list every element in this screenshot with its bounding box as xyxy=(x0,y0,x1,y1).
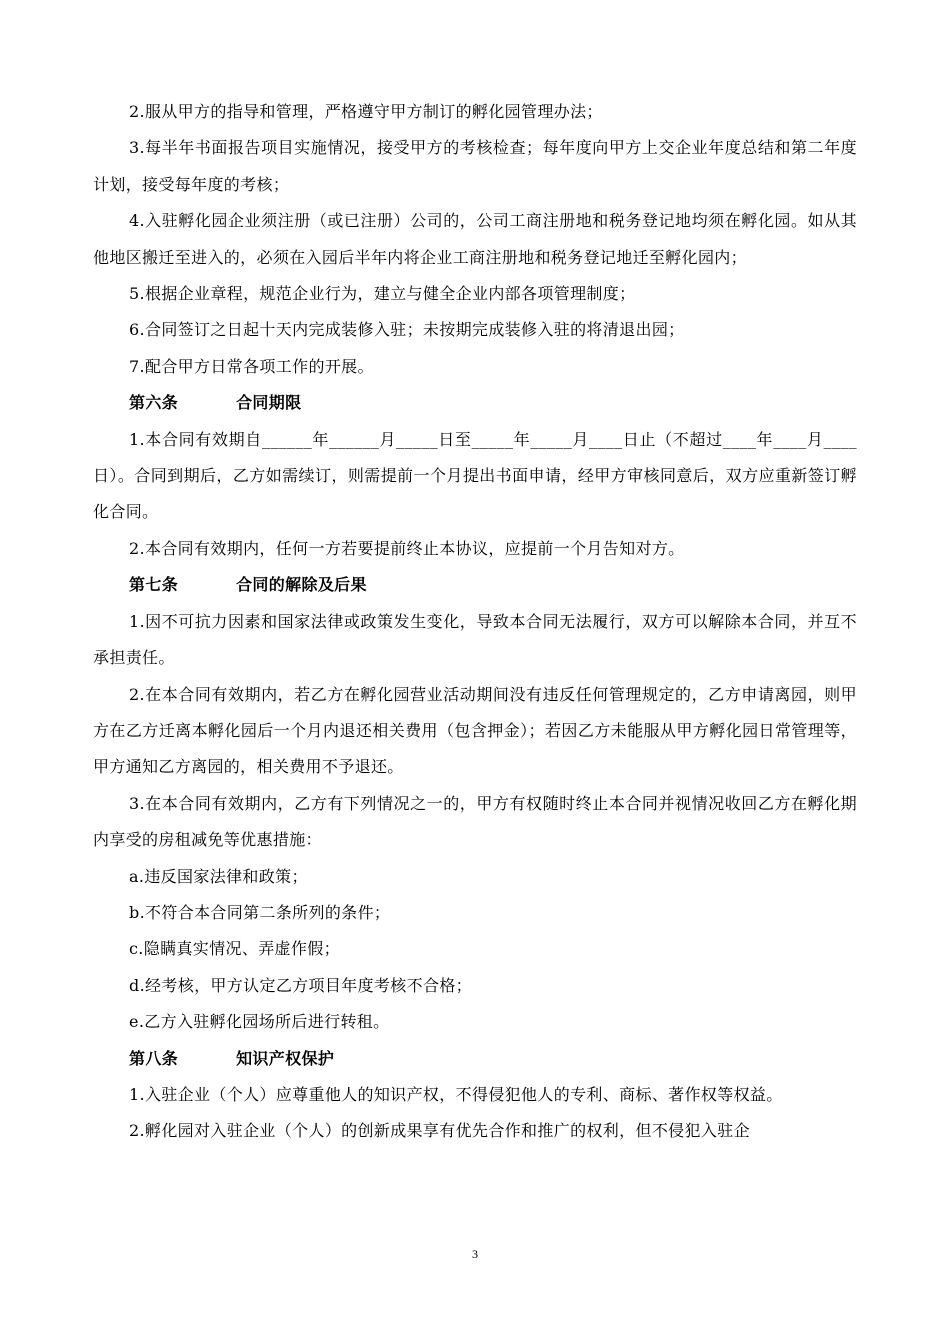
paragraph: 5.根据企业章程，规范企业行为，建立与健全企业内部各项管理制度； xyxy=(129,284,636,304)
paragraph: 2.孵化园对入驻企业（个人）的创新成果享有优先合作和推广的权利，但不侵犯入驻企 xyxy=(129,1121,750,1141)
document-body xyxy=(93,94,857,1150)
list-item: a.违反国家法律和政策； xyxy=(129,866,308,886)
paragraph: 1.因不可抗力因素和国家法律或政策发生变化，导致本合同无法履行，双方可以解除本合同，并互不承担责任。 xyxy=(93,611,857,668)
list-item: e.乙方入驻孵化园场所后进行转租。 xyxy=(129,1012,390,1032)
paragraph: 3.在本合同有效期内，乙方有下列情况之一的，甲方有权随时终止本合同并视情况收回乙方在孵化期内享受的房租减免等优惠措施： xyxy=(93,793,857,850)
paragraph: 1.入驻企业（个人）应尊重他人的知识产权，不得侵犯他人的专利、商标、著作权等权益。 xyxy=(129,1084,783,1104)
list-item: d.经考核，甲方认定乙方项目年度考核不合格； xyxy=(129,975,473,995)
paragraph: 2.在本合同有效期内，若乙方在孵化园营业活动期间没有违反任何管理规定的，乙方申请离园，则甲方在乙方迁离本孵化园后一个月内退还相关费用（包含押金）；若因乙方未能服从甲方孵化园日常管理等，甲方通知乙方离园的，相关费用不予退还。 xyxy=(93,684,857,777)
article-heading-6 xyxy=(93,385,857,421)
article-title: 合同的解除及后果 xyxy=(236,575,367,595)
list-item: c.隐瞒真实情况、弄虚作假； xyxy=(129,939,340,959)
article-number: 第七条 xyxy=(129,575,179,595)
page-number: 3 xyxy=(472,1247,478,1261)
paragraph: 3.每半年书面报告项目实施情况，接受甲方的考核检查；每年度向甲方上交企业年度总结和第二年度计划，接受每年度的考核； xyxy=(93,138,857,194)
article-heading-7 xyxy=(93,567,857,603)
article-number: 第八条 xyxy=(129,1048,179,1068)
paragraph: 7.配合甲方日常各项工作的开展。 xyxy=(129,356,374,376)
paragraph: 2.服从甲方的指导和管理，严格遵守甲方制订的孵化园管理办法； xyxy=(129,102,603,121)
article-title: 合同期限 xyxy=(236,393,302,413)
paragraph: 1.本合同有效期自______年______月_____日至_____年_____月____日止（不超过____年____月____日）。合同到期后，乙方如需续订，则需提前一个月提出书面申请，经甲方审核同意后，双方应重新签订孵化合同。 xyxy=(93,429,857,522)
article-title: 知识产权保护 xyxy=(236,1048,335,1068)
article-heading-8 xyxy=(93,1041,857,1077)
list-item: b.不符合本合同第二条所列的条件； xyxy=(129,902,391,922)
paragraph: 2.本合同有效期内，任何一方若要提前终止本协议，应提前一个月告知对方。 xyxy=(129,538,685,558)
paragraph: 6.合同签订之日起十天内完成装修入驻；未按期完成装修入驻的将清退出园； xyxy=(129,320,685,340)
paragraph: 4.入驻孵化园企业须注册（或已注册）公司的，公司工商注册地和税务登记地均须在孵化园。如从其他地区搬迁至进入的，必须在入园后半年内将企业工商注册地和税务登记地迁至孵化园内； xyxy=(93,211,857,267)
article-number: 第六条 xyxy=(129,393,179,413)
